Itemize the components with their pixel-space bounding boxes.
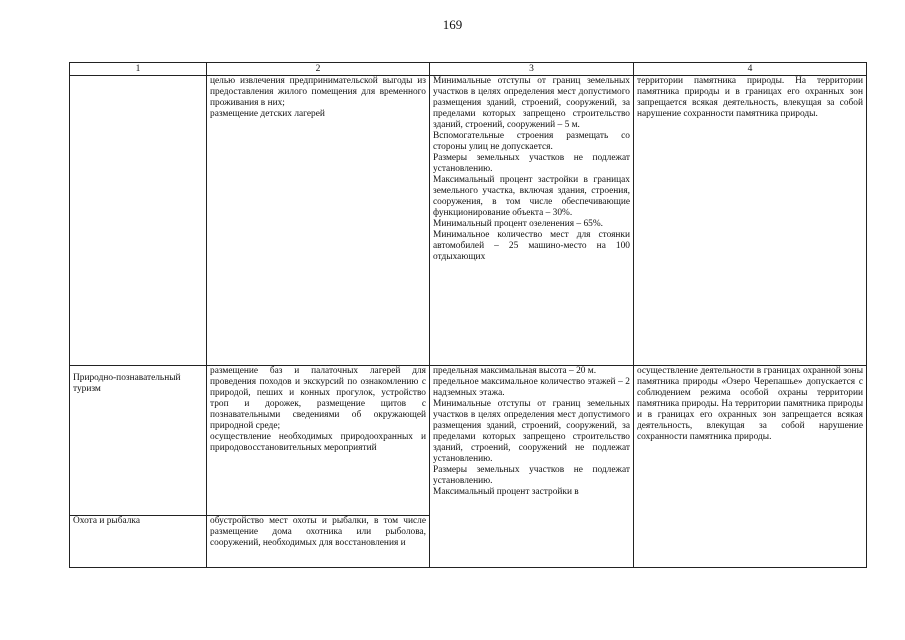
paragraph: Минимальное количество мест для стоянки автомобилей – 25 машино-место на 100 отдыхающих xyxy=(433,230,630,262)
header-cell-1: 1 xyxy=(70,63,207,76)
cell-use-type xyxy=(70,76,207,366)
cell-restrictions xyxy=(634,366,867,568)
table-row xyxy=(70,366,867,516)
paragraph: размещение баз и палаточных лагерей для проведения походов и экскурсий по ознакомлению с природой, пеших и конных прогулок, устройство троп и дорожек, размещение щитов с познавательными сведениями об окружающей природной среде; xyxy=(210,366,426,431)
paragraph: Максимальный процент застройки в границах земельного участка, включая здания, строения, сооружения, в том числе обеспечивающие функционирование объекта – 30%. xyxy=(433,175,630,218)
cell-use-type xyxy=(70,366,207,516)
cell-use-description xyxy=(207,76,430,366)
paragraph: Минимальные отступы от границ земельных участков в целях определения мест допустимого размещения зданий, строений, сооружений, за пределами которых запрещено строительство зданий, строений, сооружений – 5 м. xyxy=(433,76,630,130)
paragraph: размещение детских лагерей xyxy=(210,109,325,119)
cell-use-type xyxy=(70,516,207,568)
cell-parameters xyxy=(430,366,634,568)
use-type-name: Природно-познавательный туризм xyxy=(73,373,181,394)
paragraph: Минимальные отступы от границ земельных участков в целях определения мест допустимого размещения зданий, строений, сооружений, за пределами которых запрещено строительство зданий, строений, сооружений не подлежат установлению. xyxy=(433,399,630,464)
paragraph: Максимальный процент застройки в xyxy=(433,487,579,497)
paragraph: предельное максимальное количество этажей – 2 надземных этажа. xyxy=(433,377,630,398)
page-number: 169 xyxy=(442,17,463,32)
paragraph: Вспомогательные строения размещать со стороны улиц не допускается. xyxy=(433,131,630,152)
cell-parameters xyxy=(430,76,634,366)
paragraph: Размеры земельных участков не подлежат установлению. xyxy=(433,465,630,486)
cell-restrictions xyxy=(634,76,867,366)
paragraph: целью извлечения предпринимательской выгоды из предоставления жилого помещения для временного проживания в них; xyxy=(210,76,426,108)
paragraph: Минимальный процент озеленения – 65%. xyxy=(433,219,603,229)
header-cell-3: 3 xyxy=(430,63,634,76)
cell-use-description xyxy=(207,516,430,568)
cell-use-description xyxy=(207,366,430,516)
paragraph: обустройство мест охоты и рыбалки, в том числе размещение дома охотника или рыболова, сооружений, необходимых для восстановления и xyxy=(210,516,426,548)
paragraph: территории памятника природы. На территории памятника природы и в границах его охранных зон запрещается всякая деятельность, влекущая за собой нарушение сохранности памятника природы. xyxy=(637,76,863,119)
paragraph: осуществление деятельности в границах охранной зоны памятника природы «Озеро Черепашье» допускается с соблюдением режима особой охраны территории памятника природы. На территории памятника природы и в границах его охранных зон запрещается всякая деятельность, влекущая за собой нарушение сохранности памятника природы. xyxy=(637,366,863,442)
header-cell-2: 2 xyxy=(207,63,430,76)
use-type-name: Охота и рыбалка xyxy=(73,516,140,526)
paragraph: осуществление необходимых природоохранных и природовосстановительных мероприятий xyxy=(210,432,426,453)
paragraph: Размеры земельных участков не подлежат установлению. xyxy=(433,153,630,174)
table-row xyxy=(70,76,867,366)
header-cell-4: 4 xyxy=(634,63,867,76)
regulations-table xyxy=(69,62,867,568)
table-header-row xyxy=(70,63,867,76)
paragraph: предельная максимальная высота – 20 м. xyxy=(433,366,597,376)
